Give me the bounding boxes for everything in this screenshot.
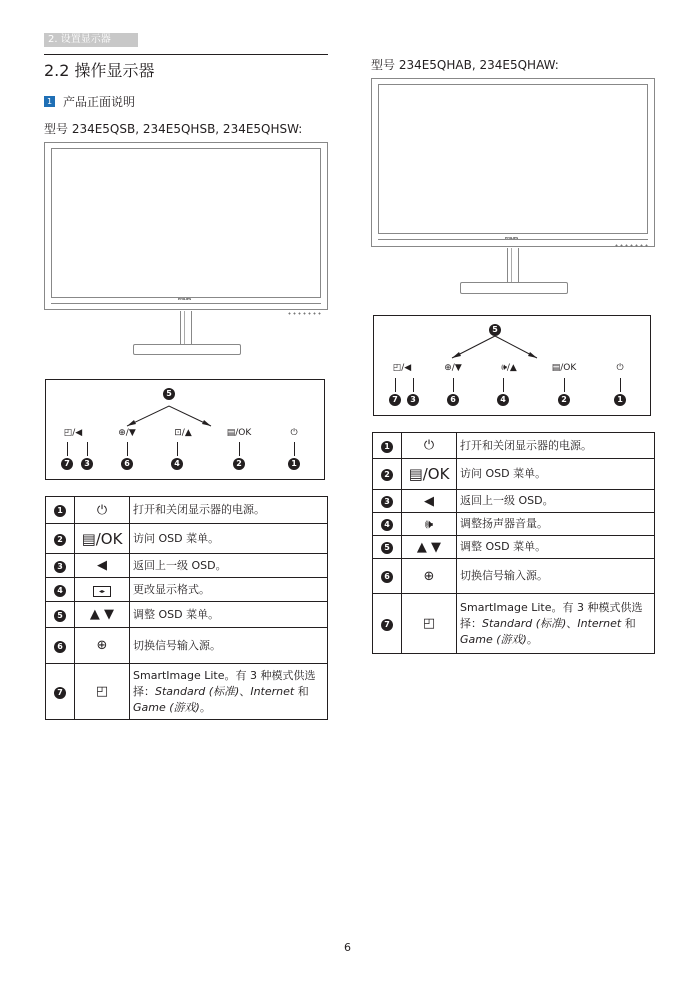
row-number: 7 — [54, 687, 66, 699]
callout-number-2: 2 — [233, 458, 245, 470]
row-number: 2 — [54, 534, 66, 546]
table-row — [373, 433, 655, 459]
mode-internet: Internet — [250, 684, 295, 698]
row-number: 6 — [381, 571, 393, 583]
tick — [67, 442, 68, 456]
tick — [239, 442, 240, 456]
running-header: 2. 设置显示器 — [44, 33, 138, 47]
smartimage-icon: ◰ — [95, 684, 109, 699]
table-row — [46, 664, 328, 720]
control-panel-left — [45, 379, 325, 480]
control-label-menu-ok: ▤/OK — [226, 428, 252, 438]
row-number: 5 — [54, 610, 66, 622]
input-source-icon: ⊕ — [423, 568, 435, 584]
tick — [503, 378, 504, 392]
desc-text: 、 — [566, 616, 578, 630]
control-label-menu-ok: ▤/OK — [551, 363, 577, 373]
table-row — [373, 536, 655, 559]
brand-logo: PHILIPS — [178, 297, 192, 301]
smartimage-icon: ◰ — [422, 616, 436, 631]
tick — [395, 378, 396, 392]
up-down-arrows-icon: ▲ ▼ — [416, 539, 442, 555]
row-description: 切换信号输入源。 — [130, 628, 328, 664]
control-label-power: ⏻ — [290, 428, 298, 438]
tick — [294, 442, 295, 456]
row-description: 访问 OSD 菜单。 — [457, 459, 655, 490]
callout-number-3: 3 — [81, 458, 93, 470]
tick — [87, 442, 88, 456]
row-description: 返回上一级 OSD。 — [130, 554, 328, 578]
control-label-smartimage-back: ◰/◀ — [63, 428, 83, 438]
row-description: 打开和关闭显示器的电源。 — [130, 497, 328, 524]
desc-text: 、 — [239, 684, 251, 698]
table-row — [373, 559, 655, 594]
row-description: 打开和关闭显示器的电源。 — [457, 433, 655, 459]
tick — [413, 378, 414, 392]
desc-text: 。 — [199, 700, 211, 714]
bezel-buttons — [614, 244, 648, 247]
subsection-badge: 1 — [44, 96, 55, 107]
display-format-icon: ◂▸ — [93, 586, 111, 597]
menu-ok-icon: ▤/OK — [408, 465, 450, 483]
callout-number-1: 1 — [614, 394, 626, 406]
table-row — [46, 602, 328, 628]
desc-text: 和 — [294, 684, 309, 698]
monitor-neck — [180, 311, 192, 345]
row-description — [130, 664, 328, 720]
control-label-input-down: ⊕/▼ — [118, 428, 136, 438]
monitor-screen — [51, 148, 321, 298]
tick — [620, 378, 621, 392]
key-table-right — [372, 432, 655, 654]
subsection-title: 产品正面说明 — [63, 95, 136, 109]
callout-number-5: 5 — [489, 324, 501, 336]
mode-internet: Internet — [577, 616, 622, 630]
row-number: 6 — [54, 641, 66, 653]
back-arrow-icon: ◀ — [424, 493, 434, 509]
monitor-base — [133, 344, 241, 355]
row-description: 切换信号输入源。 — [457, 559, 655, 594]
back-arrow-icon: ◀ — [97, 558, 107, 573]
row-number: 4 — [381, 519, 393, 531]
callout-number-3: 3 — [407, 394, 419, 406]
control-label-power: ⏻ — [616, 363, 624, 373]
callout-number-4: 4 — [171, 458, 183, 470]
section-title: 2.2 操作显示器 — [44, 61, 155, 80]
control-label-volume-up: 🕪/▲ — [501, 363, 517, 373]
callout-number-4: 4 — [497, 394, 509, 406]
power-icon: ⏻ — [96, 502, 108, 518]
table-row — [46, 578, 328, 602]
key-table-left — [45, 496, 328, 720]
row-number: 3 — [381, 496, 393, 508]
desc-text: 和 — [621, 616, 636, 630]
subsection-heading — [44, 93, 135, 110]
callout-number-6: 6 — [121, 458, 133, 470]
speaker-icon: 🕪 — [424, 516, 434, 532]
table-row — [373, 490, 655, 513]
control-panel-right — [373, 315, 651, 416]
monitor-base — [460, 282, 568, 294]
control-label-input-down: ⊕/▼ — [444, 363, 462, 373]
row-number: 4 — [54, 585, 66, 597]
input-source-icon: ⊕ — [96, 638, 108, 653]
callout-number-2: 2 — [558, 394, 570, 406]
row-number: 2 — [381, 469, 393, 481]
bezel-line — [51, 303, 321, 304]
model-label-left: 型号 234E5QSB, 234E5QHSB, 234E5QHSW: — [44, 122, 303, 136]
control-label-smartimage-back: ◰/◀ — [392, 363, 412, 373]
row-number: 7 — [381, 619, 393, 631]
desc-text: SmartImage Lite。有 3 种模式供选择： — [460, 600, 643, 630]
monitor-screen — [378, 84, 648, 234]
callout-number-1: 1 — [288, 458, 300, 470]
power-icon: ⏻ — [423, 438, 435, 453]
row-number: 1 — [381, 441, 393, 453]
model-label-right: 型号 234E5QHAB, 234E5QHAW: — [371, 58, 559, 72]
mode-game: Game (游戏) — [460, 632, 527, 646]
tick — [564, 378, 565, 392]
table-row — [373, 513, 655, 536]
table-row — [46, 497, 328, 524]
brand-logo: PHILIPS — [505, 236, 519, 240]
monitor-neck — [507, 248, 519, 282]
callout-number-7: 7 — [61, 458, 73, 470]
desc-text: SmartImage Lite。有 3 种模式供选择： — [133, 668, 316, 698]
row-description — [457, 594, 655, 654]
tick — [453, 378, 454, 392]
row-description: 访问 OSD 菜单。 — [130, 524, 328, 554]
row-description: 更改显示格式。 — [130, 578, 328, 602]
callout-number-7: 7 — [389, 394, 401, 406]
callout-number-6: 6 — [447, 394, 459, 406]
page-number: 6 — [344, 941, 351, 954]
row-number: 3 — [54, 561, 66, 573]
row-description: 调整 OSD 菜单。 — [130, 602, 328, 628]
mode-game: Game (游戏) — [133, 700, 200, 714]
header-rule — [44, 54, 328, 55]
table-row — [46, 628, 328, 664]
row-description: 调整 OSD 菜单。 — [457, 536, 655, 559]
table-row — [46, 554, 328, 578]
table-row — [373, 594, 655, 654]
menu-ok-icon: ▤/OK — [81, 529, 123, 548]
up-down-arrows-icon: ▲ ▼ — [89, 607, 115, 622]
tick — [177, 442, 178, 456]
row-description: 返回上一级 OSD。 — [457, 490, 655, 513]
row-number: 5 — [381, 542, 393, 554]
table-row — [373, 459, 655, 490]
row-description: 调整扬声器音量。 — [457, 513, 655, 536]
tick — [127, 442, 128, 456]
control-label-format-up: ⊡/▲ — [174, 428, 192, 438]
bezel-buttons — [287, 312, 321, 315]
desc-text: 。 — [526, 632, 538, 646]
table-row — [46, 524, 328, 554]
row-number: 1 — [54, 505, 66, 517]
mode-standard: Standard (标准) — [155, 684, 240, 698]
callout-number-5: 5 — [163, 388, 175, 400]
mode-standard: Standard (标准) — [482, 616, 567, 630]
